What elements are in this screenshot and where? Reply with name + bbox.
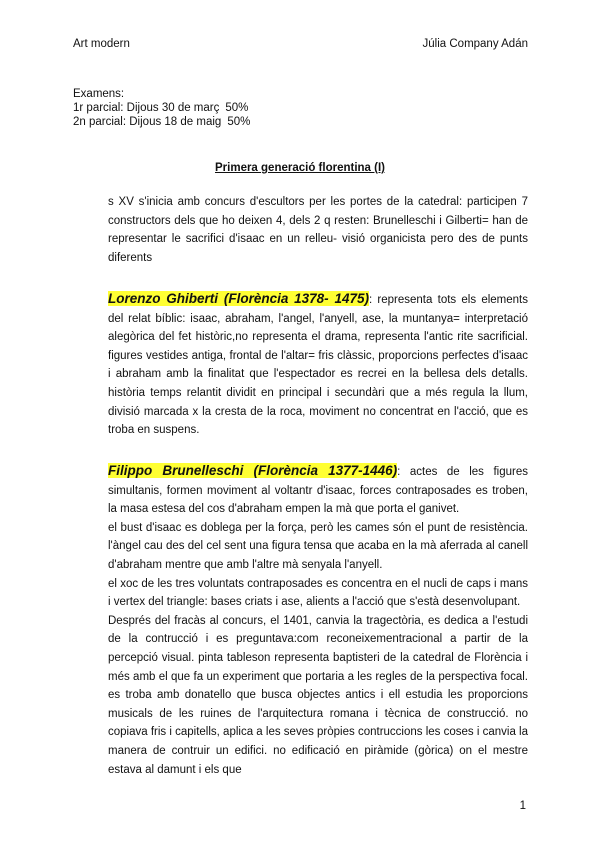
brunelleschi-paragraph: el xoc de les tres voluntats contraposades es concentra en el nucli de caps i mans i vertex del triangle: bases criats i ase, alients a l'acció que s'està desenvolupant. xyxy=(108,577,528,609)
page-number: 1 xyxy=(519,800,526,812)
exam-weight: 50% xyxy=(225,102,249,114)
brunelleschi-text: : actes de les figures simultanis, formen moviment al voltantr d'isaac, forces contraposades es troben, la masa estesa del cos d'abraham empen la mà que porta el ganivet. xyxy=(108,466,528,516)
ghiberti-heading: Lorenzo Ghiberti (Florència 1378- 1475) xyxy=(108,291,369,306)
exam-line xyxy=(73,101,250,115)
exams-title: Examens: xyxy=(73,88,125,100)
exam-line xyxy=(73,115,250,129)
header-right: Júlia Company Adán xyxy=(422,38,528,50)
exam-label: 1r parcial: Dijous 30 de març xyxy=(73,102,220,114)
brunelleschi-paragraph: Després del fracàs al concurs, el 1401, canvia la tragectòria, es dedica a l'estudi de la contrucció i es preguntava:com reconeixementracional a partir de la percepció visual. pinta tableson representa baptisteri de la catedral de Florència i més amb el que fa un experiment que portaria a les regles de la perspectiva focal. es troba amb donatello que busca objectes antics i ell estudia les proporcions musicals de les ruines de l'arquitectura romana i tècnica de construcció. no copiava fris i capitells, aplica a les seves pròpies contruccions les coses i canvia la manera de contruir un edifici. no edificació en piràmide (gòrica) on el mestre estava al damunt i els que xyxy=(108,614,528,776)
brunelleschi-heading: Filippo Brunelleschi (Florència 1377-1446) xyxy=(108,463,398,478)
intro-paragraph xyxy=(108,193,528,267)
brunelleschi-section xyxy=(108,462,528,779)
ghiberti-paragraph xyxy=(108,290,528,440)
header-left: Art modern xyxy=(73,38,130,50)
exam-weight: 50% xyxy=(227,116,251,128)
section-title: Primera generació florentina (I) xyxy=(215,162,385,174)
brunelleschi-paragraph: el bust d'isaac es doblega per la força, però les cames són el punt de resistència. l'àngel cau des del cel sent una figura tensa que acaba en la mà aferrada al canell d'abraham mentre que amb l'altre mà senyala l'anyell. xyxy=(108,521,528,571)
intro-text: s XV s'inicia amb concurs d'escultors per les portes de la catedral: participen 7 constructors dels que ho deixen 4, dels 2 q resten: Brunelleschi i Gilberti= han de representar le sacrifici d'isaac en un relleu- visió organicista pero des de punts diferents xyxy=(108,196,528,264)
exam-label: 2n parcial: Dijous 18 de maig xyxy=(73,116,222,128)
exams-block xyxy=(73,87,250,129)
ghiberti-text: : representa tots els elements del relat bíblic: isaac, abraham, l'angel, l'anyell, ase, la muntanya= interpretació alegòrica del fet històric,no representa el drama, representa l'antic rite sacrificial. figures vestides antiga, frontal de l'altar= fris clàssic, proporcions perfectes d'isaac i abraham amb la finalitat que l'espectador es recrei en la bellesa dels detalls. història temps relantit dividit en principal i secundàri que a més regula la llum, divisió marcada x la cresta de la roca, moviment no concentrat en l'acció, que es troba en suspens. xyxy=(108,294,528,437)
